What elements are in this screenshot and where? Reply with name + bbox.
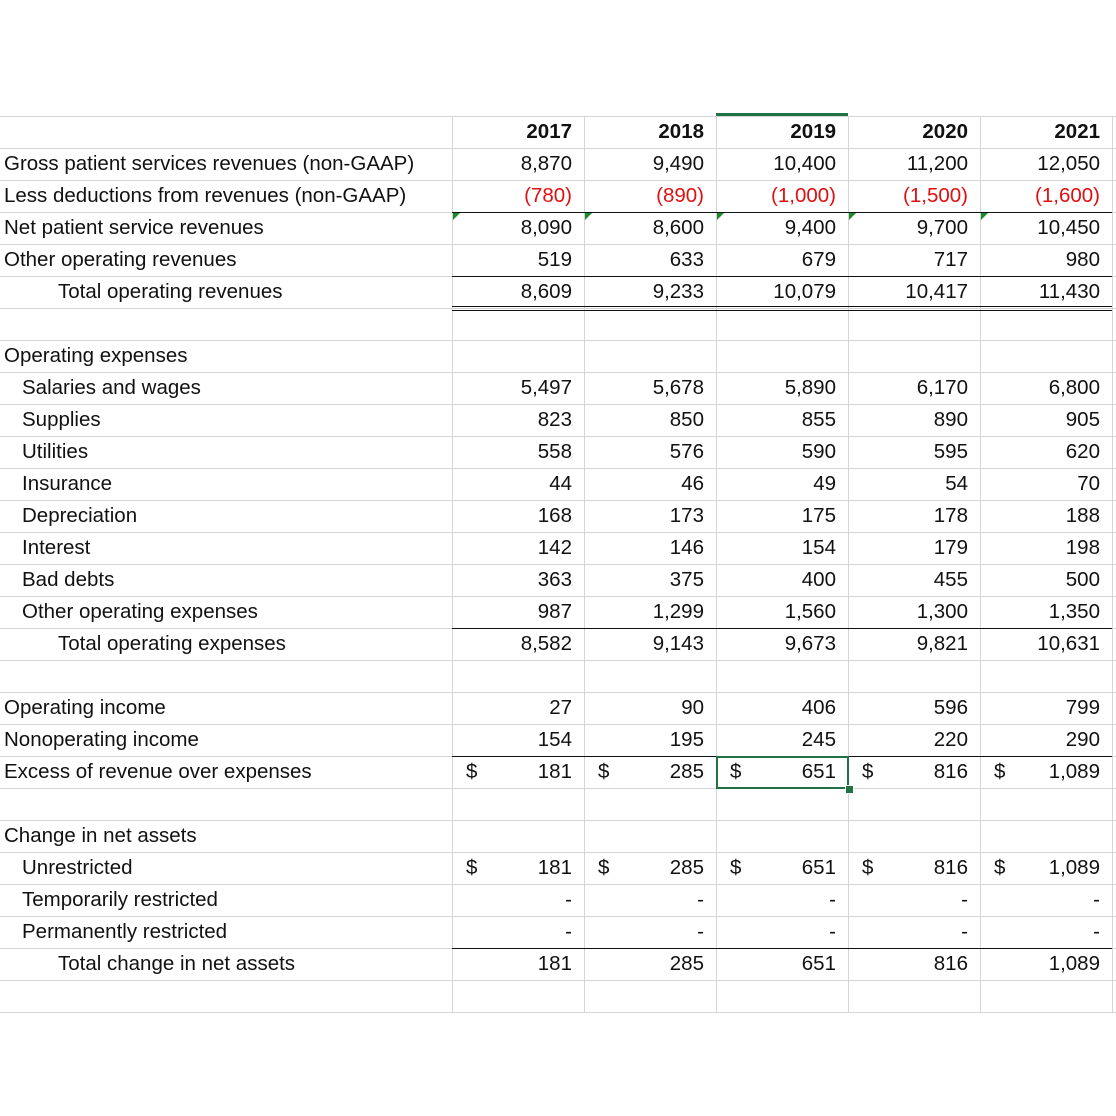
- value-cell-other_opex-2018[interactable]: 1,299: [652, 600, 704, 623]
- cell-top-border: [716, 948, 848, 949]
- row-label-deductions[interactable]: Less deductions from revenues (non-GAAP): [4, 184, 407, 207]
- value-cell-other_rev-2021[interactable]: 980: [1065, 248, 1100, 271]
- value-cell-net_patient-2017[interactable]: 8,090: [520, 216, 572, 239]
- value-cell-op_income-2020[interactable]: 596: [933, 696, 968, 719]
- value-cell-total_change-2020[interactable]: 816: [933, 952, 968, 975]
- row-label-interest[interactable]: Interest: [22, 536, 91, 559]
- row-label-excess[interactable]: Excess of revenue over expenses: [4, 760, 312, 783]
- value-cell-excess-2018[interactable]: 285: [669, 760, 704, 783]
- value-cell-salaries-2019[interactable]: 5,890: [784, 376, 836, 399]
- year-header-2019[interactable]: 2019: [790, 120, 836, 143]
- value-cell-supplies-2019[interactable]: 855: [801, 408, 836, 431]
- value-cell-interest-2019[interactable]: 154: [801, 536, 836, 559]
- row-label-total_opex[interactable]: Total operating expenses: [58, 632, 286, 655]
- value-cell-gross-2017[interactable]: 8,870: [520, 152, 572, 175]
- row-gridline: [0, 788, 1116, 789]
- cell-top-border: [584, 948, 716, 949]
- cell-top-border: [452, 948, 584, 949]
- value-cell-unrestricted-2021[interactable]: 1,089: [1048, 856, 1100, 879]
- value-cell-bad_debts-2020[interactable]: 455: [933, 568, 968, 591]
- value-cell-deductions-2019[interactable]: (1,000): [771, 184, 836, 207]
- value-cell-interest-2017[interactable]: 142: [537, 536, 572, 559]
- currency-symbol: $: [466, 856, 478, 879]
- currency-symbol: $: [466, 760, 478, 783]
- value-cell-insurance-2021[interactable]: 70: [1077, 472, 1100, 495]
- year-header-2021[interactable]: 2021: [1054, 120, 1100, 143]
- value-cell-depreciation-2019[interactable]: 175: [801, 504, 836, 527]
- cell-top-border: [584, 628, 716, 629]
- value-cell-op_income-2018[interactable]: 90: [681, 696, 704, 719]
- cell-top-border: [980, 212, 1112, 213]
- value-cell-depreciation-2017[interactable]: 168: [537, 504, 572, 527]
- value-cell-unrestricted-2018[interactable]: 285: [669, 856, 704, 879]
- cell-top-border: [452, 628, 584, 629]
- value-cell-perm_restricted-2019[interactable]: -: [829, 920, 836, 943]
- cell-top-border: [980, 276, 1112, 277]
- row-label-depreciation[interactable]: Depreciation: [22, 504, 138, 527]
- value-cell-perm_restricted-2017[interactable]: -: [565, 920, 572, 943]
- value-cell-total_opex-2021[interactable]: 10,631: [1037, 632, 1100, 655]
- active-cell-selection[interactable]: [716, 756, 849, 789]
- row-label-utilities[interactable]: Utilities: [22, 440, 89, 463]
- value-cell-net_patient-2019[interactable]: 9,400: [784, 216, 836, 239]
- error-indicator-icon: [849, 213, 856, 220]
- value-cell-insurance-2018[interactable]: 46: [681, 472, 704, 495]
- value-cell-gross-2020[interactable]: 11,200: [906, 152, 968, 175]
- cell-top-border: [716, 628, 848, 629]
- value-cell-total_opex-2017[interactable]: 8,582: [520, 632, 572, 655]
- value-cell-utilities-2021[interactable]: 620: [1065, 440, 1100, 463]
- value-cell-total_change-2021[interactable]: 1,089: [1048, 952, 1100, 975]
- year-header-2018[interactable]: 2018: [658, 120, 704, 143]
- row-gridline: [0, 660, 1116, 661]
- row-label-nonop_income[interactable]: Nonoperating income: [4, 728, 199, 751]
- currency-symbol: $: [730, 760, 742, 783]
- value-cell-nonop_income-2021[interactable]: 290: [1065, 728, 1100, 751]
- error-indicator-icon: [453, 213, 460, 220]
- value-cell-op_income-2019[interactable]: 406: [801, 696, 836, 719]
- error-indicator-icon: [981, 213, 988, 220]
- row-label-other_rev[interactable]: Other operating revenues: [4, 248, 237, 271]
- value-cell-total_opex-2020[interactable]: 9,821: [916, 632, 968, 655]
- value-cell-other_opex-2019[interactable]: 1,560: [784, 600, 836, 623]
- value-cell-total_opex-2019[interactable]: 9,673: [784, 632, 836, 655]
- value-cell-insurance-2019[interactable]: 49: [813, 472, 836, 495]
- value-cell-depreciation-2020[interactable]: 178: [933, 504, 968, 527]
- value-cell-insurance-2020[interactable]: 54: [945, 472, 968, 495]
- value-cell-temp_restricted-2021[interactable]: -: [1093, 888, 1100, 911]
- value-cell-total_rev-2021[interactable]: 11,430: [1038, 280, 1100, 303]
- year-header-2017[interactable]: 2017: [526, 120, 572, 143]
- cell-top-border: [980, 756, 1112, 757]
- value-cell-nonop_income-2018[interactable]: 195: [669, 728, 704, 751]
- value-cell-interest-2020[interactable]: 179: [933, 536, 968, 559]
- value-cell-other_opex-2021[interactable]: 1,350: [1048, 600, 1100, 623]
- value-cell-temp_restricted-2019[interactable]: -: [829, 888, 836, 911]
- value-cell-excess-2020[interactable]: 816: [933, 760, 968, 783]
- value-cell-deductions-2018[interactable]: (890): [656, 184, 704, 207]
- selected-column-indicator: [716, 113, 848, 116]
- value-cell-utilities-2019[interactable]: 590: [801, 440, 836, 463]
- cell-top-border: [848, 276, 980, 277]
- value-cell-supplies-2018[interactable]: 850: [669, 408, 704, 431]
- value-cell-total_rev-2017[interactable]: 8,609: [520, 280, 572, 303]
- value-cell-temp_restricted-2017[interactable]: -: [565, 888, 572, 911]
- value-cell-supplies-2021[interactable]: 905: [1065, 408, 1100, 431]
- value-cell-salaries-2018[interactable]: 5,678: [652, 376, 704, 399]
- value-cell-excess-2021[interactable]: 1,089: [1048, 760, 1100, 783]
- cell-top-border: [584, 212, 716, 213]
- value-cell-supplies-2020[interactable]: 890: [933, 408, 968, 431]
- cell-top-border: [848, 948, 980, 949]
- currency-symbol: $: [730, 856, 742, 879]
- row-label-gross[interactable]: Gross patient services revenues (non-GAAP): [4, 152, 415, 175]
- double-underline: [452, 306, 1112, 307]
- fill-handle[interactable]: [845, 785, 854, 794]
- value-cell-excess-2017[interactable]: 181: [537, 760, 572, 783]
- value-cell-other_rev-2020[interactable]: 717: [933, 248, 968, 271]
- value-cell-gross-2021[interactable]: 12,050: [1037, 152, 1100, 175]
- row-label-bad_debts[interactable]: Bad debts: [22, 568, 115, 591]
- row-label-total_rev[interactable]: Total operating revenues: [58, 280, 283, 303]
- row-label-change_header[interactable]: Change in net assets: [4, 824, 197, 847]
- currency-symbol: $: [994, 856, 1006, 879]
- value-cell-salaries-2017[interactable]: 5,497: [520, 376, 572, 399]
- value-cell-salaries-2020[interactable]: 6,170: [916, 376, 968, 399]
- value-cell-net_patient-2020[interactable]: 9,700: [916, 216, 968, 239]
- cell-top-border: [716, 276, 848, 277]
- value-cell-interest-2018[interactable]: 146: [669, 536, 704, 559]
- value-cell-temp_restricted-2018[interactable]: -: [697, 888, 704, 911]
- double-underline: [452, 310, 1112, 311]
- cell-top-border: [584, 756, 716, 757]
- value-cell-total_change-2018[interactable]: 285: [669, 952, 704, 975]
- value-cell-total_rev-2020[interactable]: 10,417: [905, 280, 968, 303]
- value-cell-net_patient-2021[interactable]: 10,450: [1037, 216, 1100, 239]
- value-cell-depreciation-2021[interactable]: 188: [1065, 504, 1100, 527]
- value-cell-deductions-2021[interactable]: (1,600): [1035, 184, 1100, 207]
- value-cell-total_change-2019[interactable]: 651: [801, 952, 836, 975]
- value-cell-utilities-2018[interactable]: 576: [669, 440, 704, 463]
- value-cell-temp_restricted-2020[interactable]: -: [961, 888, 968, 911]
- value-cell-total_change-2017[interactable]: 181: [537, 952, 572, 975]
- value-cell-supplies-2017[interactable]: 823: [537, 408, 572, 431]
- row-gridline: [0, 308, 1116, 309]
- value-cell-op_income-2017[interactable]: 27: [549, 696, 572, 719]
- value-cell-other_opex-2020[interactable]: 1,300: [916, 600, 968, 623]
- cell-top-border: [980, 948, 1112, 949]
- value-cell-other_rev-2019[interactable]: 679: [801, 248, 836, 271]
- cell-top-border: [980, 628, 1112, 629]
- value-cell-total_rev-2019[interactable]: 10,079: [773, 280, 836, 303]
- row-gridline: [0, 980, 1116, 981]
- value-cell-other_opex-2017[interactable]: 987: [537, 600, 572, 623]
- row-label-other_opex[interactable]: Other operating expenses: [22, 600, 258, 623]
- value-cell-interest-2021[interactable]: 198: [1065, 536, 1100, 559]
- value-cell-deductions-2017[interactable]: (780): [524, 184, 572, 207]
- value-cell-bad_debts-2019[interactable]: 400: [801, 568, 836, 591]
- row-label-op_income[interactable]: Operating income: [4, 696, 166, 719]
- cell-top-border: [848, 756, 980, 757]
- value-cell-insurance-2017[interactable]: 44: [549, 472, 572, 495]
- value-cell-net_patient-2018[interactable]: 8,600: [652, 216, 704, 239]
- value-cell-perm_restricted-2021[interactable]: -: [1093, 920, 1100, 943]
- value-cell-bad_debts-2021[interactable]: 500: [1065, 568, 1100, 591]
- value-cell-bad_debts-2018[interactable]: 375: [669, 568, 704, 591]
- value-cell-deductions-2020[interactable]: (1,500): [903, 184, 968, 207]
- error-indicator-icon: [717, 213, 724, 220]
- row-label-unrestricted[interactable]: Unrestricted: [22, 856, 133, 879]
- value-cell-depreciation-2018[interactable]: 173: [669, 504, 704, 527]
- year-header-2020[interactable]: 2020: [922, 120, 968, 143]
- currency-symbol: $: [994, 760, 1006, 783]
- cell-top-border: [848, 628, 980, 629]
- currency-symbol: $: [862, 760, 874, 783]
- value-cell-other_rev-2017[interactable]: 519: [537, 248, 572, 271]
- value-cell-gross-2019[interactable]: 10,400: [773, 152, 836, 175]
- currency-symbol: $: [862, 856, 874, 879]
- row-label-total_change[interactable]: Total change in net assets: [58, 952, 296, 975]
- row-label-supplies[interactable]: Supplies: [22, 408, 101, 431]
- row-label-opex_header[interactable]: Operating expenses: [4, 344, 188, 367]
- value-cell-other_rev-2018[interactable]: 633: [669, 248, 704, 271]
- value-cell-total_opex-2018[interactable]: 9,143: [652, 632, 704, 655]
- row-label-perm_restricted[interactable]: Permanently restricted: [22, 920, 228, 943]
- cell-top-border: [452, 212, 584, 213]
- value-cell-salaries-2021[interactable]: 6,800: [1048, 376, 1100, 399]
- value-cell-unrestricted-2017[interactable]: 181: [537, 856, 572, 879]
- value-cell-total_rev-2018[interactable]: 9,233: [652, 280, 704, 303]
- row-label-net_patient[interactable]: Net patient service revenues: [4, 216, 264, 239]
- value-cell-unrestricted-2019[interactable]: 651: [801, 856, 836, 879]
- value-cell-op_income-2021[interactable]: 799: [1065, 696, 1100, 719]
- row-label-insurance[interactable]: Insurance: [22, 472, 113, 495]
- cell-top-border: [584, 276, 716, 277]
- value-cell-excess-2019[interactable]: 651: [801, 760, 836, 783]
- currency-symbol: $: [598, 856, 610, 879]
- value-cell-utilities-2020[interactable]: 595: [933, 440, 968, 463]
- column-gridline: [1112, 116, 1113, 1012]
- value-cell-nonop_income-2019[interactable]: 245: [801, 728, 836, 751]
- cell-top-border: [452, 756, 584, 757]
- value-cell-gross-2018[interactable]: 9,490: [652, 152, 704, 175]
- cell-top-border: [716, 212, 848, 213]
- cell-top-border: [848, 212, 980, 213]
- value-cell-perm_restricted-2020[interactable]: -: [961, 920, 968, 943]
- currency-symbol: $: [598, 760, 610, 783]
- row-label-temp_restricted[interactable]: Temporarily restricted: [22, 888, 218, 911]
- value-cell-perm_restricted-2018[interactable]: -: [697, 920, 704, 943]
- value-cell-unrestricted-2020[interactable]: 816: [933, 856, 968, 879]
- row-label-salaries[interactable]: Salaries and wages: [22, 376, 201, 399]
- value-cell-nonop_income-2017[interactable]: 154: [537, 728, 572, 751]
- cell-top-border: [452, 276, 584, 277]
- value-cell-utilities-2017[interactable]: 558: [537, 440, 572, 463]
- row-gridline: [0, 1012, 1116, 1013]
- error-indicator-icon: [585, 213, 592, 220]
- value-cell-nonop_income-2020[interactable]: 220: [933, 728, 968, 751]
- value-cell-bad_debts-2017[interactable]: 363: [537, 568, 572, 591]
